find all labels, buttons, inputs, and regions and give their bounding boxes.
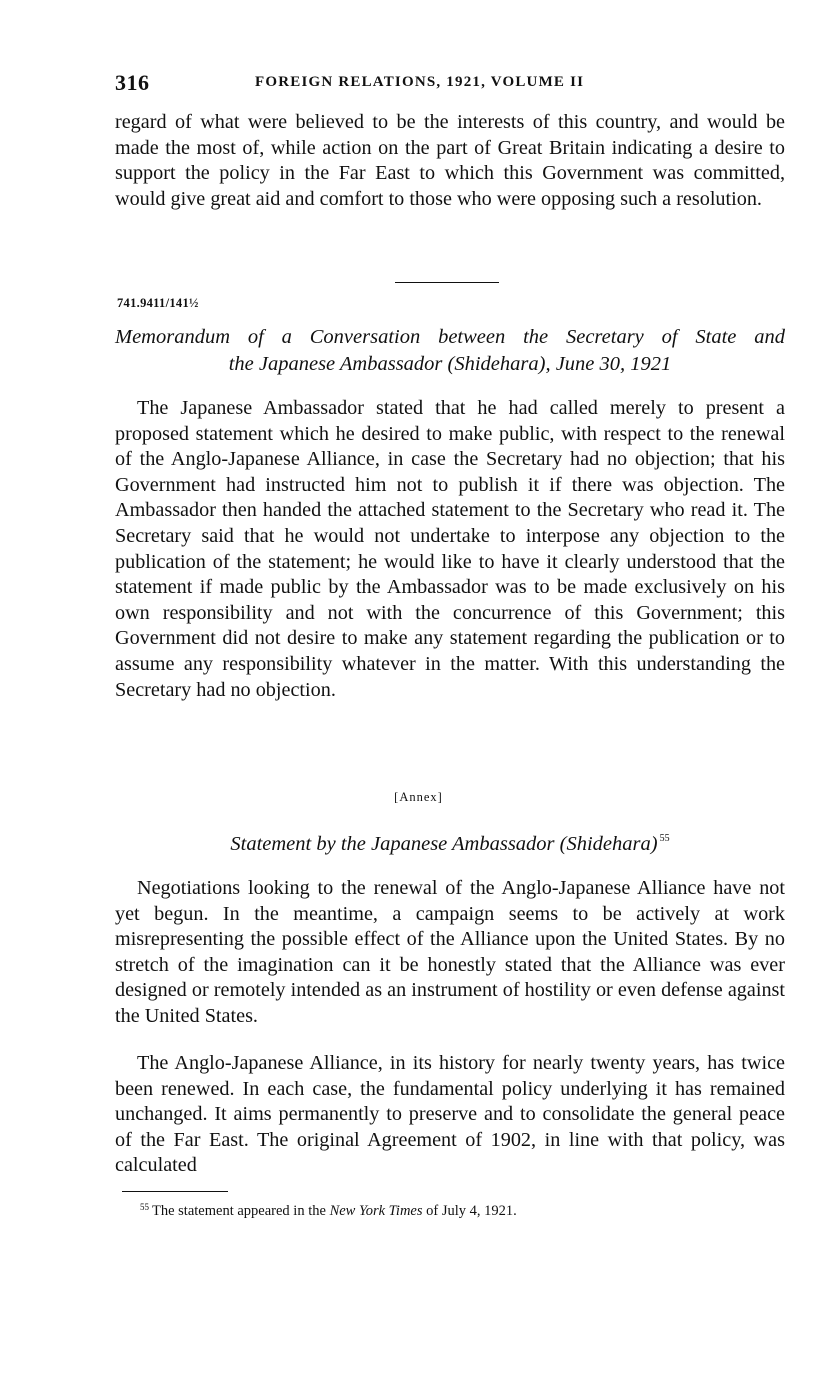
memorandum-title-line-2: the Japanese Ambassador (Shidehara), June 30, 1921 <box>228 353 672 375</box>
footnote <box>140 1197 517 1221</box>
footnote-mark: 55 <box>140 1202 149 1212</box>
footnote-text-before: The statement appeared in the <box>152 1203 330 1219</box>
annex-label: [Annex] <box>394 790 443 804</box>
memorandum-title-line-1: Memorandum of a Conversation between the Secretary of State and <box>115 326 785 348</box>
section-divider <box>395 282 499 283</box>
page-number: 316 <box>115 70 150 95</box>
memorandum-paragraph: The Japanese Ambassador stated that he had called merely to present a proposed statement which he desired to make public, with respect to the renewal of the Anglo-Japanese Alliance, in case the Secretary had no objection; that his Government had instructed him not to publish it if there was objection. The Ambassador then handed the attached statement to the Secretary who read it. The Secretary said that he would not undertake to interpose any objection to the publication of the statement; he would like to have it clearly understood that the statement if made public by the Ambassador was to be made exclusively on his own responsibility and not with the concurrence of this Government; this Government did not desire to make any statement regarding the publication or to assume any responsibility whatever in the matter. With this understanding the Secretary had no objection. <box>115 397 785 701</box>
statement-title-text: Statement by the Japanese Ambassador (Shidehara) <box>230 833 658 855</box>
footnote-text-after: of July 4, 1921. <box>422 1203 517 1219</box>
memorandum-title <box>115 324 785 378</box>
footnote-reference[interactable]: 55 <box>659 833 670 844</box>
running-head: FOREIGN RELATIONS, 1921, VOLUME II <box>255 74 585 90</box>
footnote-rule <box>122 1191 228 1192</box>
statement-paragraph-1: Negotiations looking to the renewal of the Anglo-Japanese Alliance have not yet begun. In the meantime, a campaign seems to be actively at work misrepresenting the possible effect of the Alliance upon the United States. By no stretch of the imagination can it be honestly stated that the Alliance was ever designed or remotely intended as an instrument of hostility or even defense against the United States. <box>115 877 785 1027</box>
footnote-publication: New York Times <box>329 1203 423 1219</box>
file-number: 741.9411/141½ <box>117 296 199 310</box>
statement-title <box>115 826 785 857</box>
page-header <box>115 70 785 102</box>
statement-paragraph-2: The Anglo-Japanese Alliance, in its history for nearly twenty years, has twice been renewed. In each case, the fundamental policy underlying it has remained unchanged. It aims permanently to preserve and to consolidate the general peace of the Far East. The original Agreement of 1902, in line with that policy, was calculated <box>115 1052 785 1177</box>
continuation-paragraph: regard of what were believed to be the interests of this country, and would be made the most of, while action on the part of Great Britain indicating a desire to support the policy in the Far East to which this Government was committed, would give great aid and comfort to those who were opposing such a resolution. <box>115 111 785 210</box>
